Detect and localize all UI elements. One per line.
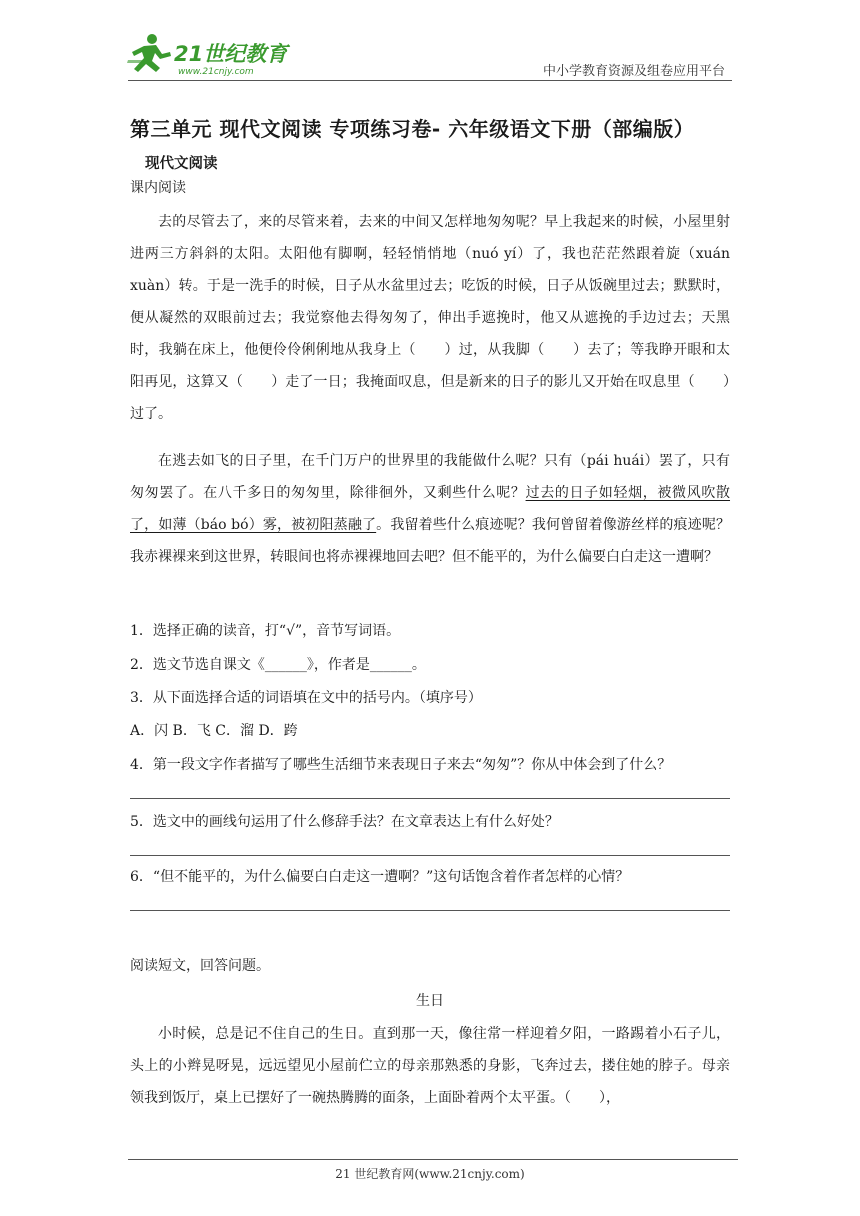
site-tagline: 中小学教育资源及组卷应用平台 xyxy=(542,64,725,79)
paragraph-text: 在逃去如飞的日子里，在千门万户的世界里的我能做什么呢？只有（pái huái）罢了，只有匆匆罢了。在八千多日的匆匆里，除徘徊外，又剩些什么呢？ xyxy=(130,453,730,501)
answer-line[interactable] xyxy=(130,855,730,856)
header-divider xyxy=(128,80,732,81)
part2-label: 阅读短文，回答问题。 xyxy=(130,958,270,974)
runner-icon xyxy=(127,34,171,72)
passage-paragraph-2 xyxy=(130,445,730,573)
paragraph-text: 去的尽管去了，来的尽管来着，去来的中间又怎样地匆匆呢？早上我起来的时候，小屋里射进两三方斜斜的太阳。太阳他有脚啊，轻轻悄悄地（nuó yí）了，我也茫茫然跟着旋（xuán xuàn）转。于是一洗手的时候，日子从水盆里过去；吃饭的时候，日子从饭碗里过去；默默时，便从凝然的双眼前过去；我觉察他去得匆匆了，伸出手遮挽时，他又从遮挽的手边过去；天黑时，我躺在床上，他便伶伶俐俐地从我身上（ ）过，从我脚（ ）去了；等我睁开眼和太阳再见，这算又（ ）走了一日；我掩面叹息，但是新来的日子的影儿又开始在叹息里（ ）过了。 xyxy=(130,214,730,422)
question-6: 6．“但不能平的，为什么偏要白白走这一遭啊？”这句话饱含着作者怎样的心情？ xyxy=(130,869,630,885)
passage-paragraph-1 xyxy=(130,206,730,430)
passage-paragraph-3 xyxy=(130,1018,730,1114)
logo-url: www.21cnjy.com xyxy=(178,67,254,77)
underlined-sentence: 过去的日子如轻烟，被微风吹散了，如薄（báo bó）雾，被初阳蒸融了 xyxy=(130,485,731,533)
site-logo xyxy=(122,30,302,80)
section-title: 现代文阅读 xyxy=(145,156,218,172)
question-1: 1．选择正确的读音，打“√”，音节写词语。 xyxy=(130,623,401,639)
answer-line[interactable] xyxy=(130,798,730,799)
question-5: 5．选文中的画线句运用了什么修辞手法？在文章表达上有什么好处？ xyxy=(130,814,559,830)
question-2: 2．选文节选自课文《______》，作者是______。 xyxy=(130,657,426,673)
paragraph-text: 。我留着些什么痕迹呢？我何曾留着像游丝样的痕迹呢？我赤裸裸来到这世界，转眼间也将赤裸裸地回去吧？但不能平的，为什么偏要白白走这一遭啊？ xyxy=(130,517,731,565)
footer-divider xyxy=(128,1159,738,1160)
answer-line[interactable] xyxy=(130,910,730,911)
question-4: 4．第一段文字作者描写了哪些生活细节来表现日子来去“匆匆”？你从中体会到了什么？ xyxy=(130,757,672,773)
question-3: 3．从下面选择合适的词语填在文中的括号内。（填序号） xyxy=(130,690,482,706)
paragraph-text: 小时候，总是记不住自己的生日。直到那一天，像往常一样迎着夕阳，一路踢着小石子儿，头上的小辫晃呀晃，远远望见小屋前伫立的母亲那熟悉的身影，飞奔过去，搂住她的脖子。母亲领我到饭厅，桌上已摆好了一碗热腾腾的面条，上面卧着两个太平蛋。（ ）， xyxy=(130,1026,730,1106)
part1-label: 课内阅读 xyxy=(130,180,186,196)
document-title: 第三单元 现代文阅读 专项练习卷- 六年级语文下册（部编版） xyxy=(130,117,695,141)
footer-text: 21 世纪教育网(www.21cnjy.com) xyxy=(335,1167,525,1181)
question-3-options: A．闪 B．飞 C．溜 D．跨 xyxy=(130,723,298,739)
logo-text: 21世纪教育 xyxy=(174,42,288,66)
story-title: 生日 xyxy=(416,993,444,1009)
